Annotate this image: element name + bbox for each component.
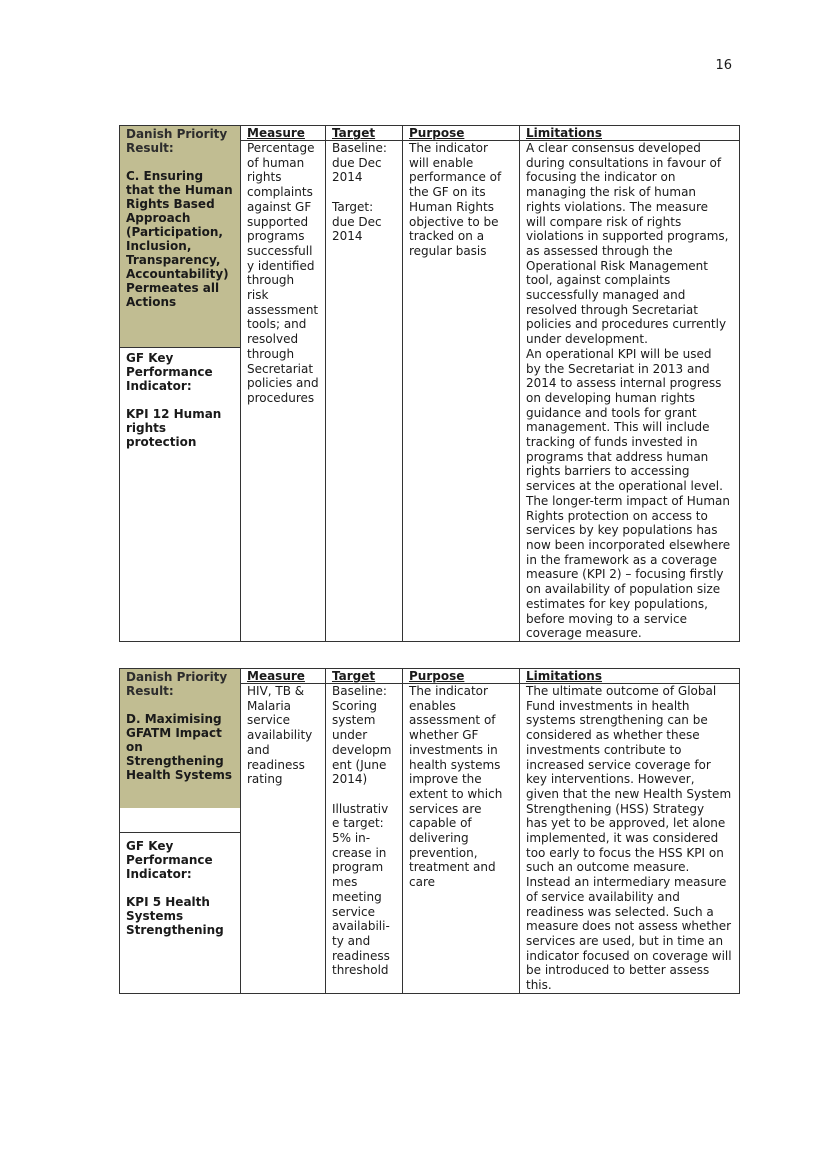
kpi-table-health-systems bbox=[119, 668, 740, 994]
table-header-row bbox=[120, 669, 740, 684]
priority-cell bbox=[120, 126, 241, 642]
priority-title: Danish Priority Result: bbox=[126, 670, 228, 698]
kpi-table-human-rights bbox=[119, 125, 740, 642]
priority-title: Danish Priority Result: bbox=[126, 127, 228, 155]
page-number: 16 bbox=[715, 58, 732, 73]
priority-result-box bbox=[120, 126, 240, 347]
header-measure: Measure bbox=[241, 126, 326, 141]
limitations-cell: A clear consensus developed during consultations in favour of focusing the indicator on managing the risk of human rights violations. The measure will compare risk of rights violations in supported programs, as assessed through the Operational Risk Management tool, against complaints successfully managed and resolved through Secretariat policies and procedures currently under development. An operational KPI will be used by the Secretariat in 2013 and 2014 to assess internal progress on developing human rights guidance and tools for grant management. This will include tracking of funds invested in programs that address human rights barriers to accessing services at the operational level. The longer-term impact of Human Rights protection on access to services by key populations has now been incorporated elsewhere in the framework as a coverage measure (KPI 2) – focusing firstly on availability of population size estimates for key populations, before moving to a service coverage measure. bbox=[520, 141, 740, 642]
priority-cell bbox=[120, 669, 241, 994]
header-limitations: Limitations bbox=[520, 126, 740, 141]
header-purpose: Purpose bbox=[403, 126, 520, 141]
purpose-cell: The indicator enables assessment of whether GF investments in health systems improve the extent to which services are capable of delivering prevention, treatment and care bbox=[403, 684, 520, 994]
table-header-row bbox=[120, 126, 740, 141]
measure-cell: Percentage of human rights complaints against GF supported programs successfull y identified through risk assessment tools; and resolved through Secretariat policies and procedures bbox=[241, 141, 326, 642]
header-target: Target bbox=[326, 669, 403, 684]
header-limitations: Limitations bbox=[520, 669, 740, 684]
target-cell: Baseline: due Dec 2014 Target: due Dec 2014 bbox=[326, 141, 403, 642]
measure-cell: HIV, TB & Malaria service availability and readiness rating bbox=[241, 684, 326, 994]
kpi-label: GF Key Performance Indicator: KPI 12 Human rights protection bbox=[120, 347, 240, 449]
purpose-cell: The indicator will enable performance of the GF on its Human Rights objective to be tracked on a regular basis bbox=[403, 141, 520, 642]
kpi-label: GF Key Performance Indicator: KPI 5 Health Systems Strengthening bbox=[120, 832, 240, 937]
priority-body: C. Ensuring that the Human Rights Based Approach (Participation, Inclusion, Transparency, Accountability) Permeates all Actions bbox=[126, 169, 233, 309]
priority-result-box bbox=[120, 669, 240, 808]
priority-body: D. Maximising GFATM Impact on Strengthening Health Systems bbox=[126, 712, 232, 782]
target-cell: Baseline: Scoring system under developm ent (June 2014) Illustrativ e target: 5% in- crease in program mes meeting service availabili- ty and readiness threshold bbox=[326, 684, 403, 994]
header-target: Target bbox=[326, 126, 403, 141]
header-measure: Measure bbox=[241, 669, 326, 684]
limitations-cell: The ultimate outcome of Global Fund investments in health systems strengthening can be considered as whether these investments contribute to increased service coverage for key interventions. However, given that the new Health System Strengthening (HSS) Strategy has yet to be approved, let alone implemented, it was considered too early to focus the HSS KPI on such an outcome measure. Instead an intermediary measure of service availability and readiness was selected. Such a measure does not assess whether services are used, but in time an indicator focused on coverage will be introduced to better assess this. bbox=[520, 684, 740, 994]
header-purpose: Purpose bbox=[403, 669, 520, 684]
